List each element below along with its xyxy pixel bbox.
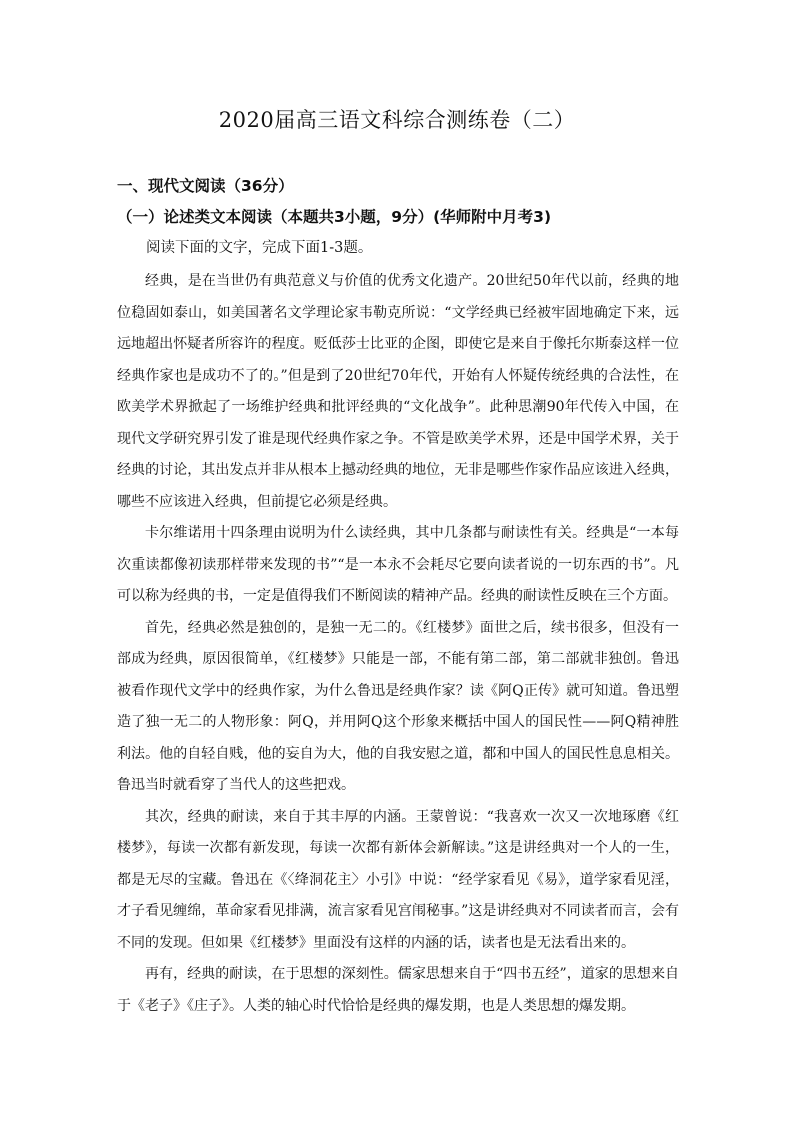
paragraph: 经典，是在当世仍有典范意义与价值的优秀文化遗产。20世纪50年代以前，经典的地位稳固如泰山，如美国著名文学理论家韦勒克所说：“文学经典已经被牢固地确定下来，远远地超出怀疑者所容许的程度。贬低莎士比亚的企图，即使它是来自于像托尔斯泰这样一位经典作家也是成功不了的。”但是到了20世纪70年代，开始有人怀疑传统经典的合法性，在欧美学术界掀起了一场维护经典和批评经典的“文化战争”。此种思潮90年代传入中国，在现代文学研究界引发了谁是现代经典作家之争。不管是欧美学术界，还是中国学术界，关于经典的讨论，其出发点并非从根本上撼动经典的地位，无非是哪些作家作品应该进入经典，哪些不应该进入经典，但前提它必须是经典。 — [117, 273, 679, 510]
section-heading: 一、现代文阅读（36分） — [117, 177, 294, 195]
subsection-heading: （一）论述类文本阅读（本题共3小题，9分）(华师附中月考3) — [117, 208, 552, 226]
page-title: 2020届高三语文科综合测练卷（二） — [218, 108, 576, 132]
reading-instruction: 阅读下面的文字，完成下面1-3题。 — [146, 240, 373, 256]
paragraph: 卡尔维诺用十四条理由说明为什么读经典，其中几条都与耐读性有关。经典是“一本每次重读都像初读那样带来发现的书”“是一本永不会耗尽它要向读者说的一切东西的书”。凡可以称为经典的书，一定是值得我们不断阅读的精神产品。经典的耐读性反映在三个方面。 — [117, 525, 679, 604]
paragraph: 首先，经典必然是独创的，是独一无二的。《红楼梦》面世之后，续书很多，但没有一部成为经典，原因很简单，《红楼梦》只能是一部，不能有第二部，第二部就非独创。鲁迅被看作现代文学中的经典作家，为什么鲁迅是经典作家？读《阿Q正传》就可知道。鲁迅塑造了独一无二的人物形象：阿Q，并用阿Q这个形象来概括中国人的国民性——阿Q精神胜利法。他的自轻自贱，他的妄自为大，他的自我安慰之道，都和中国人的国民性息息相关。鲁迅当时就看穿了当代人的这些把戏。 — [117, 619, 679, 793]
paragraph: 其次，经典的耐读，来自于其丰厚的内涵。王蒙曾说：“我喜欢一次又一次地琢磨《红楼梦》，每读一次都有新发现，每读一次都有新体会新解读。”这是讲经典对一个人的一生，都是无尽的宝藏。鲁迅在《〈绛洞花主〉小引》中说：“经学家看见《易》，道学家看见淫，才子看见缠绵，革命家看见排满，流言家看见宫闱秘事。”这是讲经典对不同读者而言，会有不同的发现。但如果《红楼梦》里面没有这样的内涵的话，读者也是无法看出来的。 — [117, 808, 679, 951]
paragraph: 再有，经典的耐读，在于思想的深刻性。儒家思想来自于“四书五经”，道家的思想来自于《老子》《庄子》。人类的轴心时代恰恰是经典的爆发期，也是人类思想的爆发期。 — [117, 966, 679, 1014]
passage-body — [117, 266, 679, 1022]
